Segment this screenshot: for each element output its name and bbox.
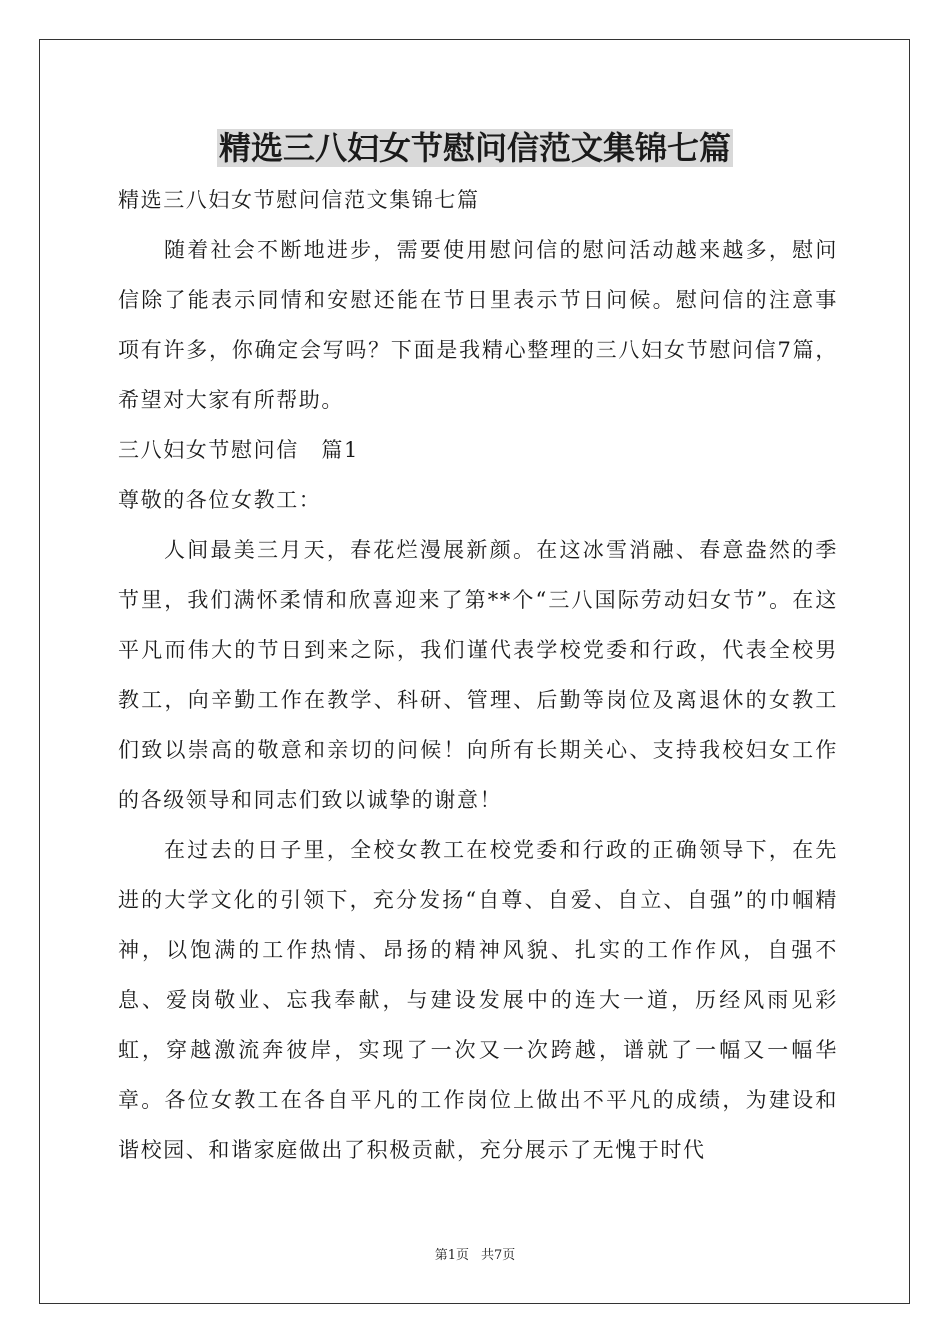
document-subtitle: 精选三八妇女节慰问信范文集锦七篇 [118, 188, 480, 212]
document-body [118, 175, 838, 1175]
salutation: 尊敬的各位女教工： [118, 488, 322, 512]
document-title [0, 122, 950, 174]
section-heading: 三八妇女节慰问信 篇1 [118, 438, 359, 462]
page-number: 第1页 [434, 1248, 469, 1263]
body-paragraph-1: 人间最美三月天，春花烂漫展新颜。在这冰雪消融、春意盎然的季节里，我们满怀柔情和欣喜迎来了第**个“三八国际劳动妇女节”。在这平凡而伟大的节日到来之际，我们谨代表学校党委和行政，代表全校男教工，向辛勤工作在教学、科研、管理、后勤等岗位及离退休的女教工们致以崇高的敬意和亲切的问候！向所有长期关心、支持我校妇女工作的各级领导和同志们致以诚挚的谢意！ [118, 538, 838, 812]
page-total: 共7页 [481, 1248, 516, 1263]
intro-paragraph: 随着社会不断地进步，需要使用慰问信的慰问活动越来越多，慰问信除了能表示同情和安慰还能在节日里表示节日问候。慰问信的注意事项有许多，你确定会写吗？下面是我精心整理的三八妇女节慰问信7篇，希望对大家有所帮助。 [118, 238, 838, 412]
body-paragraph-2: 在过去的日子里，全校女教工在校党委和行政的正确领导下，在先进的大学文化的引领下，充分发扬“自尊、自爱、自立、自强”的巾帼精神，以饱满的工作热情、昂扬的精神风貌、扎实的工作作风，自强不息、爱岗敬业、忘我奉献，与建设发展中的连大一道，历经风雨见彩虹，穿越激流奔彼岸，实现了一次又一次跨越，谱就了一幅又一幅华章。各位女教工在各自平凡的工作岗位上做出不平凡的成绩，为建设和谐校园、和谐家庭做出了积极贡献，充分展示了无愧于时代 [118, 838, 838, 1162]
document-title-text: 精选三八妇女节慰问信范文集锦七篇 [218, 129, 731, 167]
page-footer [0, 1246, 950, 1266]
